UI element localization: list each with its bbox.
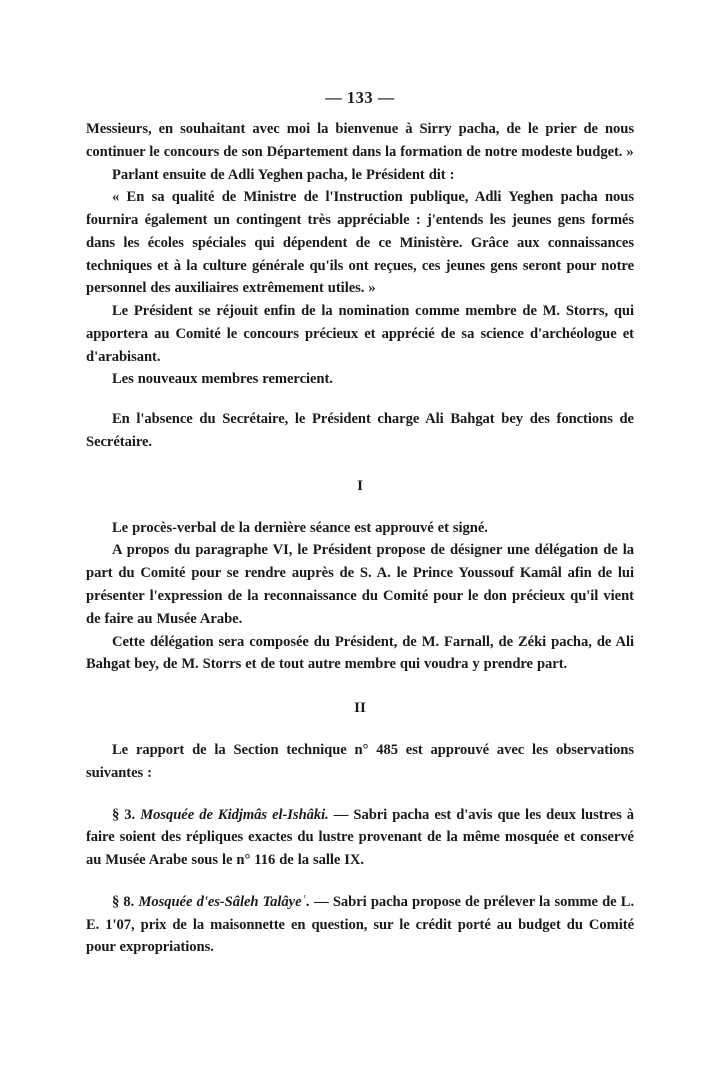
paragraph-3-quote: « En sa qualité de Ministre de l'Instruction publique, Adli Yeghen pacha nous fournira également un contingent très appréciable : j'entends les jeunes gens formés dans les écoles spéciales qui dépendent de ce Ministère. Grâce aux connaissances techniques et à la culture générale qu'ils ont reçues, ces jeunes gens seront pour notre personnel des auxiliaires extrêmement utiles. » xyxy=(86,189,634,297)
paragraph-9: Cette délégation sera composée du Président, de M. Farnall, de Zéki pacha, de Ali Bahgat bey, de M. Storrs et de tout autre membre qui voudra y prendre part. xyxy=(86,633,634,673)
section-heading-2: II xyxy=(354,700,366,717)
paragraph-2: Parlant ensuite de Adli Yeghen pacha, le Président dit : xyxy=(112,166,455,183)
list-item-paragraph-3 xyxy=(86,804,634,872)
paragraph-4: Le Président se réjouit enfin de la nomination comme membre de M. Storrs, qui apportera au Comité le concours précieux et apprécié de sa science d'archéologue et d'arabisant. xyxy=(86,303,634,365)
paragraph-8: A propos du paragraphe VI, le Président propose de désigner une délégation de la part du Comité pour se rendre auprès de S. A. le Prince Youssouf Kamâl afin de lui présenter l'expression de la reconnaissance du Comité pour le don précieux qu'il vient de faire au Musée Arabe. xyxy=(86,542,634,627)
paragraph-7: Le procès-verbal de la dernière séance est approuvé et signé. xyxy=(112,519,488,536)
list-item-paragraph-8 xyxy=(86,891,634,959)
item-title: Mosquée de Kidjmâs el-Ishâki. xyxy=(140,806,329,823)
item-title: Mosquée d'es-Sâleh Talâyeʿ. xyxy=(138,893,310,910)
paragraph-5: Les nouveaux membres remercient. xyxy=(112,371,333,388)
item-text: Sabri pacha est d'avis que les deux lustres à faire soient des répliques exactes du lustre provenant de la même mosquée et conservé au Musée Arabe sous le n° 116 de la salle IX. xyxy=(86,806,635,869)
paragraph-1: Messieurs, en souhaitant avec moi la bienvenue à Sirry pacha, de le prier de nous continuer le concours de son Département dans la formation de notre modeste budget. » xyxy=(86,121,634,160)
item-dash: — xyxy=(314,893,329,910)
item-marker: § 8. xyxy=(112,893,135,910)
page-content xyxy=(86,118,634,959)
item-text: Sabri pacha propose de prélever la somme de L. E. 1'07, prix de la maisonnette en question, sur le crédit porté au budget du Comité pour expropriations. xyxy=(86,893,635,956)
item-dash: — xyxy=(333,806,349,823)
item-marker: § 3. xyxy=(112,806,136,823)
page-number: — 133 — xyxy=(325,88,395,107)
paragraph-10: Le rapport de la Section technique n° 485 est approuvé avec les observations suivantes : xyxy=(86,742,634,781)
paragraph-6-secretary: En l'absence du Secrétaire, le Président charge Ali Bahgat bey des fonctions de Secrétaire. xyxy=(86,411,634,450)
section-heading-1: I xyxy=(357,477,363,494)
